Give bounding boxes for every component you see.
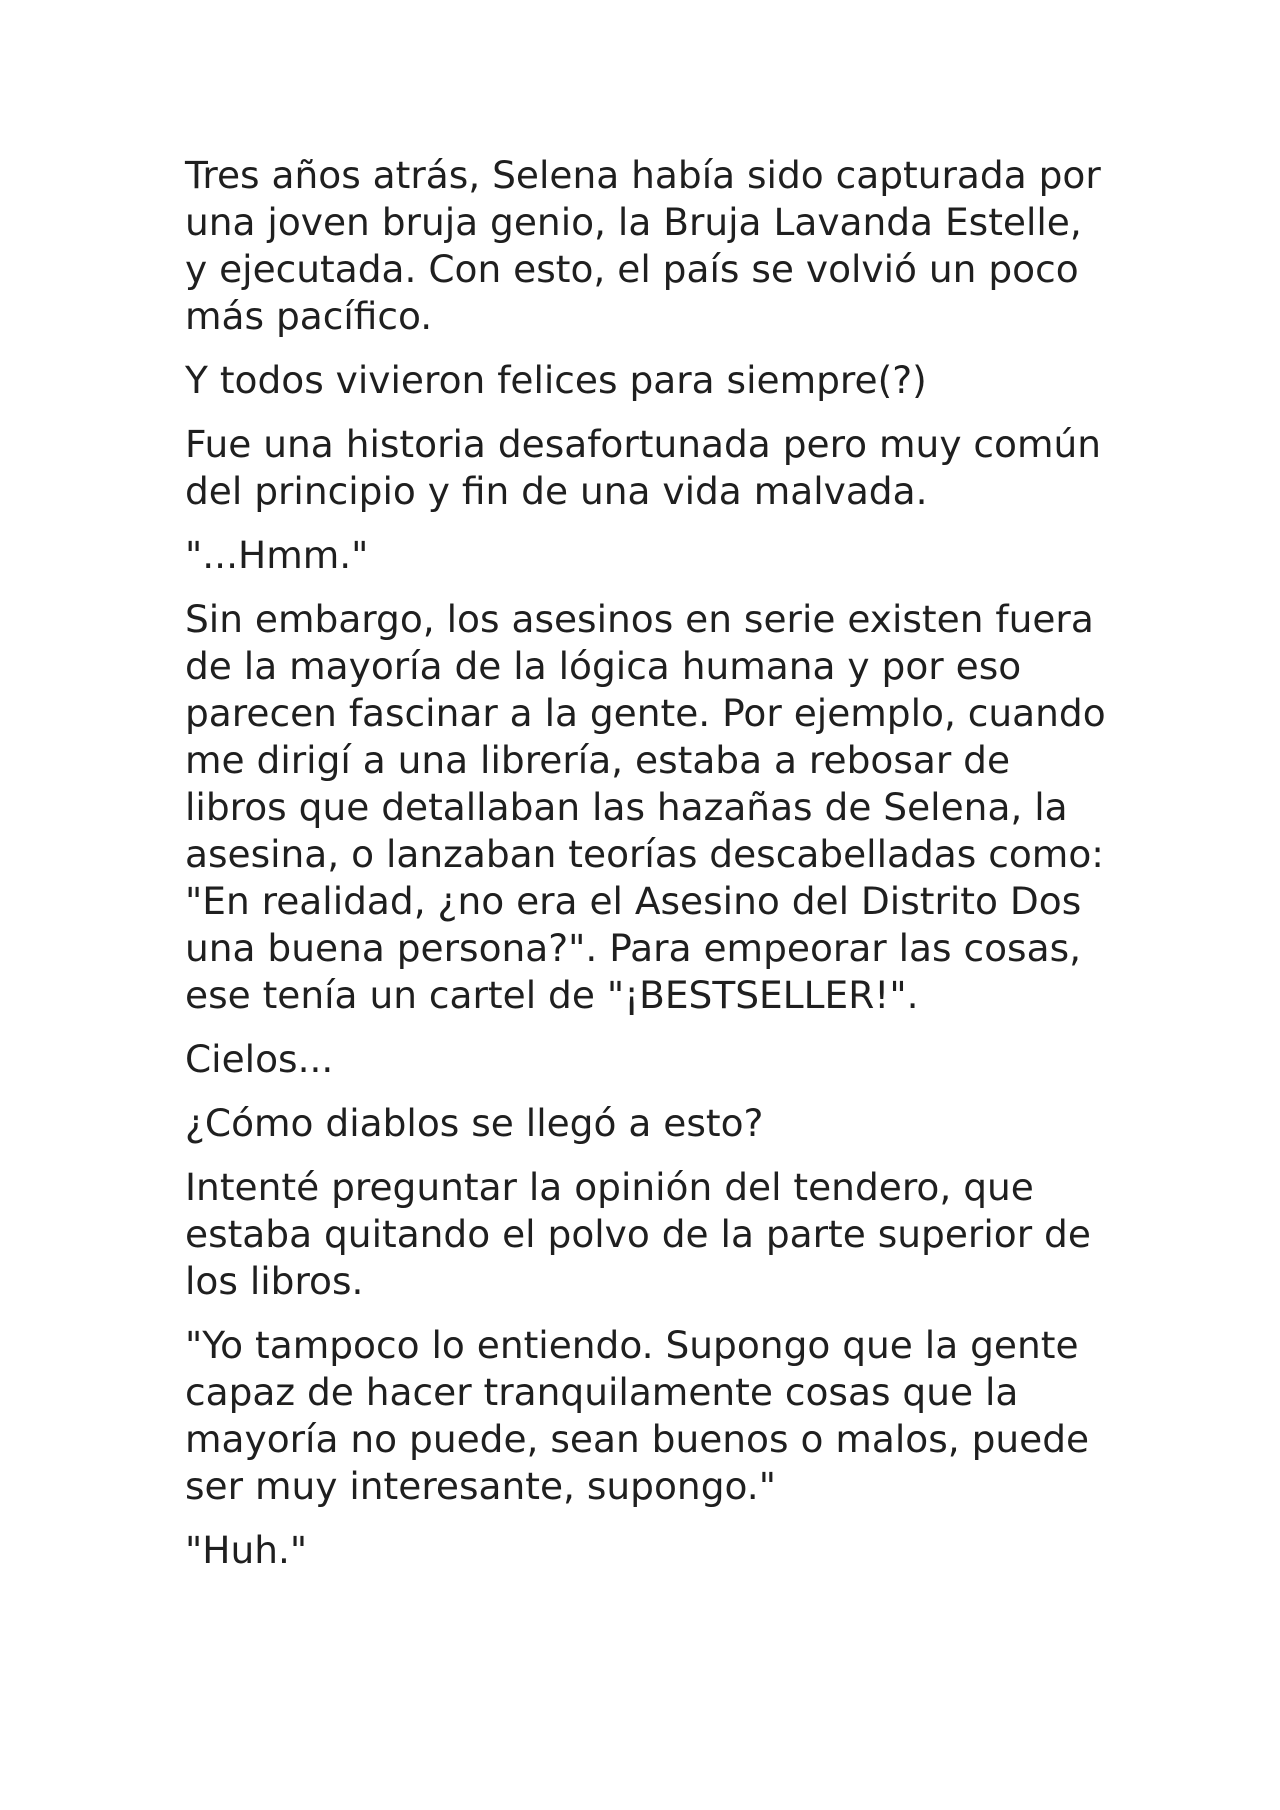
paragraph-2: Y todos vivieron felices para siempre(?) [185, 358, 927, 402]
body-text [185, 152, 1115, 1591]
paragraph-5: Sin embargo, los asesinos en serie existen fuera de la mayoría de la lógica humana y por eso parecen fascinar a la gente. Por ejemplo, cuando me dirigí a una librería, estaba a rebosar de libros que detallaban las hazañas de Selena, la asesina, o lanzaban teorías descabelladas como: "En realidad, ¿no era el Asesino del Distrito Dos una buena persona?". Para empeorar las cosas, ese tenía un cartel de "¡BESTSELLER!". [185, 597, 1106, 1017]
paragraph-4: "...Hmm." [185, 533, 369, 577]
paragraph-9: "Yo tampoco lo entiendo. Supongo que la gente capaz de hacer tranquilamente cosas que la mayoría no puede, sean buenos o malos, puede ser muy interesante, supongo." [185, 1323, 1090, 1508]
paragraph-10: "Huh." [185, 1528, 308, 1572]
paragraph-8: Intenté preguntar la opinión del tendero, que estaba quitando el polvo de la parte superior de los libros. [185, 1165, 1091, 1303]
paragraph-1: Tres años atrás, Selena había sido capturada por una joven bruja genio, la Bruja Lavanda Estelle, y ejecutada. Con esto, el país se volvió un poco más pacífico. [185, 153, 1101, 338]
paragraph-7: ¿Cómo diablos se llegó a esto? [185, 1101, 764, 1145]
paragraph-3: Fue una historia desafortunada pero muy común del principio y fin de una vida malvada. [185, 422, 1102, 513]
paragraph-6: Cielos... [185, 1037, 334, 1081]
